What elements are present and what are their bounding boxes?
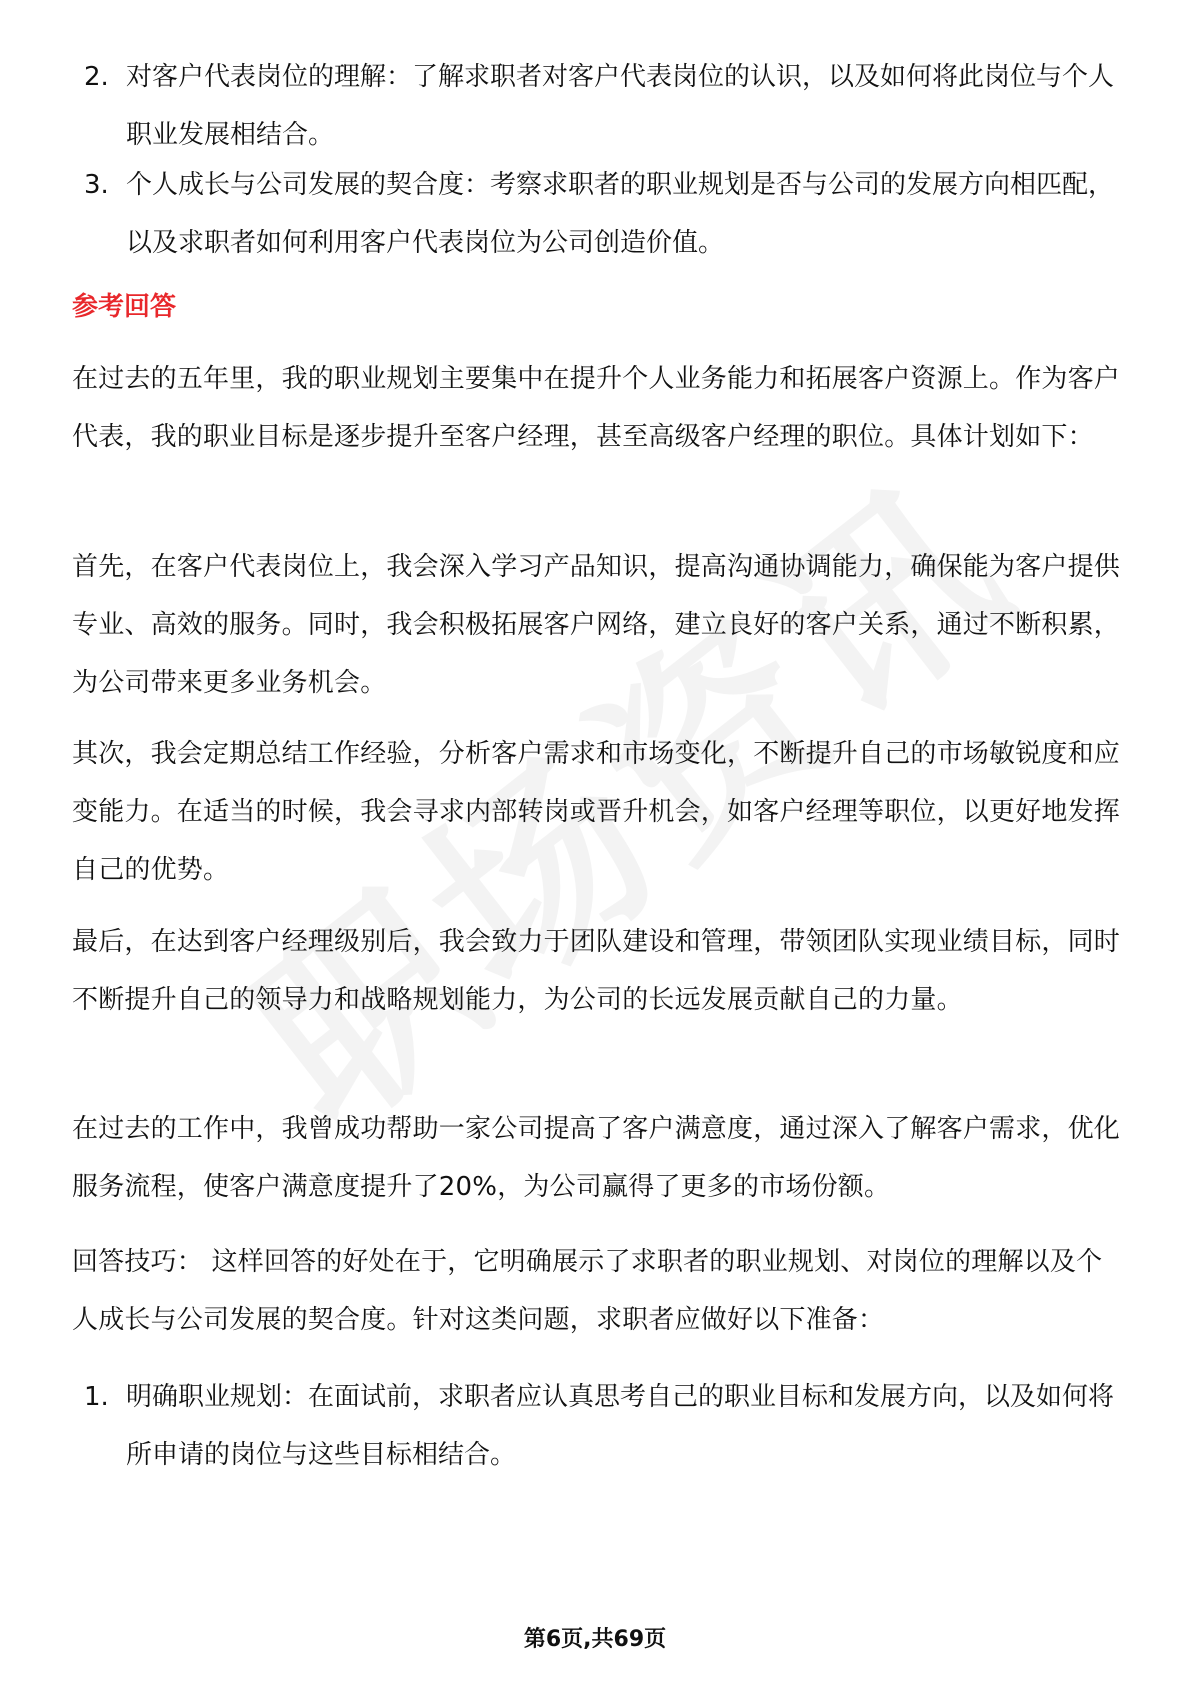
page-footer: 第6页,共69页 xyxy=(523,1627,667,1652)
list-number: 3. xyxy=(84,170,109,200)
list-text: 明确职业规划：在面试前，求职者应认真思考自己的职业目标和发展方向，以及如何将所申请的岗位与这些目标相结合。 xyxy=(126,1382,1115,1470)
list-text: 个人成长与公司发展的契合度：考察求职者的职业规划是否与公司的发展方向相匹配，以及求职者如何利用客户代表岗位为公司创造价值。 xyxy=(126,170,1115,258)
list-number: 2. xyxy=(84,62,109,92)
paragraph: 在过去的工作中，我曾成功帮助一家公司提高了客户满意度，通过深入了解客户需求，优化服务流程，使客户满意度提升了20%，为公司赢得了更多的市场份额。 xyxy=(72,1114,1121,1202)
paragraph: 在过去的五年里，我的职业规划主要集中在提升个人业务能力和拓展客户资源上。作为客户代表，我的职业目标是逐步提升至客户经理，甚至高级客户经理的职位。具体计划如下： xyxy=(72,364,1121,452)
paragraph: 首先，在客户代表岗位上，我会深入学习产品知识，提高沟通协调能力，确保能为客户提供专业、高效的服务。同时，我会积极拓展客户网络，建立良好的客户关系，通过不断积累，为公司带来更多业务机会。 xyxy=(72,552,1121,698)
list-item xyxy=(84,1368,1124,1484)
paragraph: 回答技巧： 这样回答的好处在于，它明确展示了求职者的职业规划、对岗位的理解以及个人成长与公司发展的契合度。针对这类问题，求职者应做好以下准备： xyxy=(72,1247,1103,1335)
paragraph: 最后，在达到客户经理级别后，我会致力于团队建设和管理，带领团队实现业绩目标，同时不断提升自己的领导力和战略规划能力，为公司的长远发展贡献自己的力量。 xyxy=(72,927,1121,1015)
list-text: 对客户代表岗位的理解：了解求职者对客户代表岗位的认识，以及如何将此岗位与个人职业发展相结合。 xyxy=(126,62,1115,150)
list-number: 1. xyxy=(84,1382,109,1412)
list-item xyxy=(84,48,1124,164)
list-item xyxy=(84,156,1124,272)
section-heading: 参考回答 xyxy=(72,292,177,322)
paragraph: 其次，我会定期总结工作经验，分析客户需求和市场变化，不断提升自己的市场敏锐度和应变能力。在适当的时候，我会寻求内部转岗或晋升机会，如客户经理等职位，以更好地发挥自己的优势。 xyxy=(72,739,1121,885)
